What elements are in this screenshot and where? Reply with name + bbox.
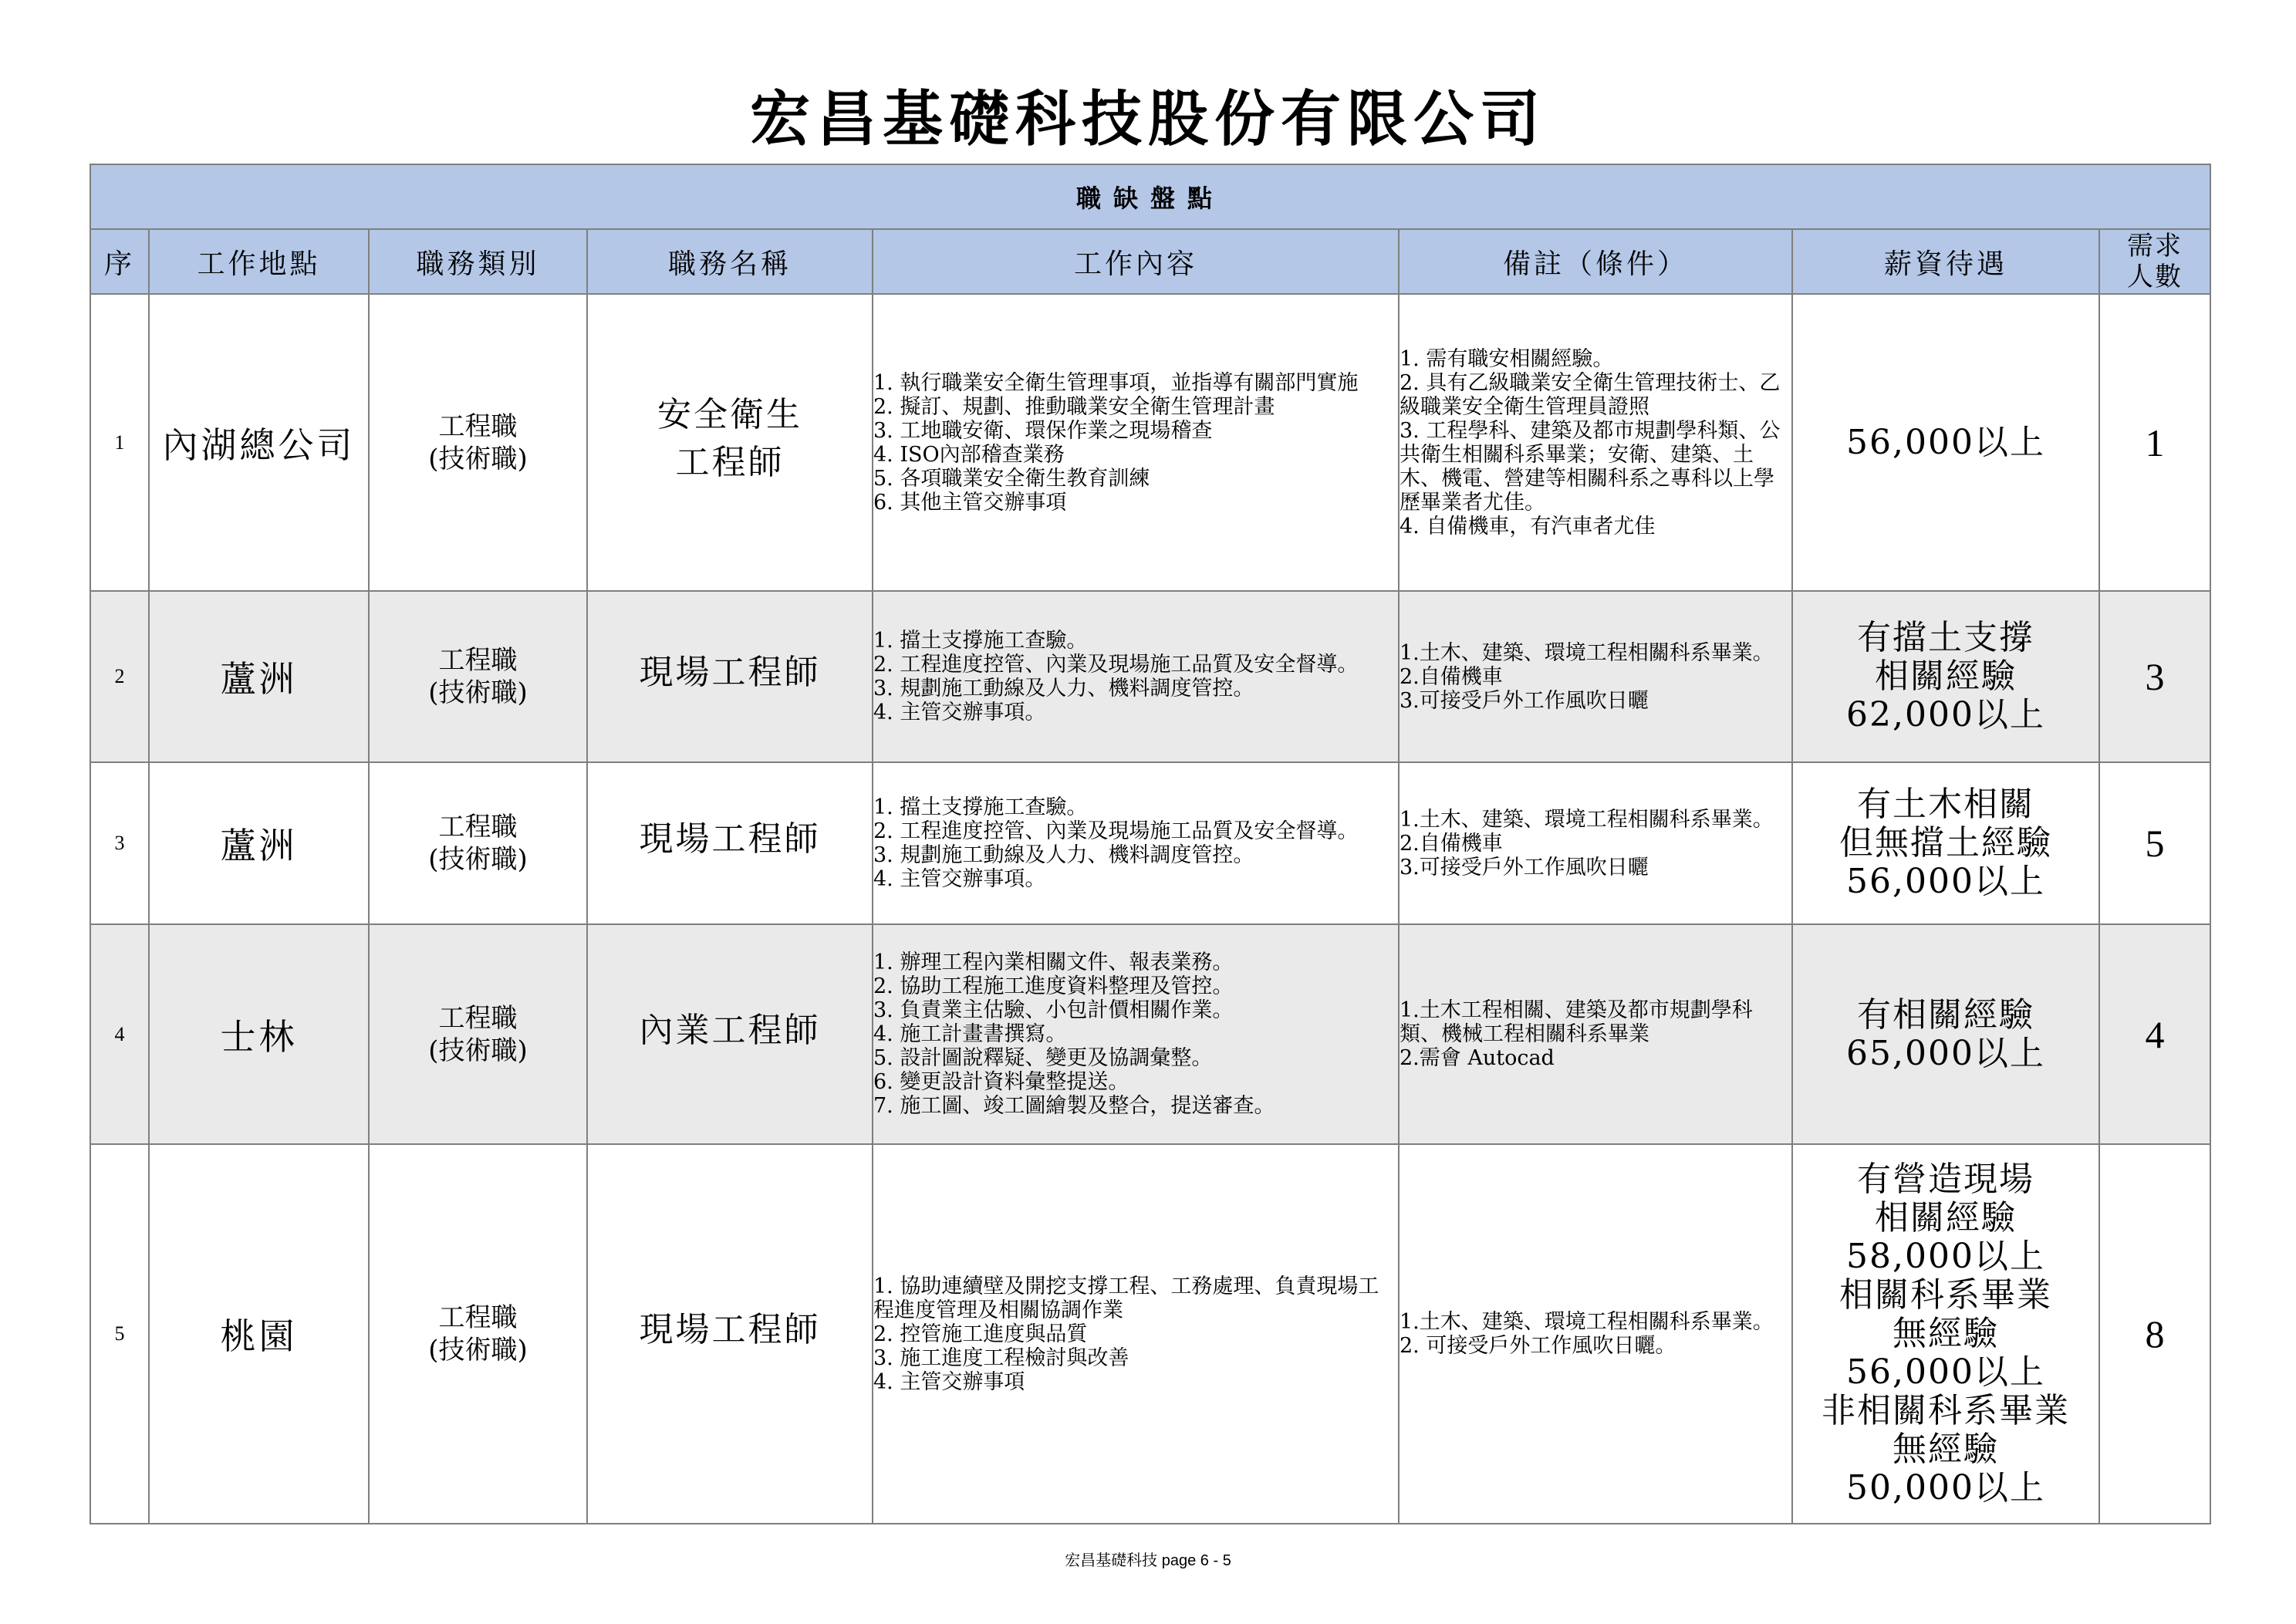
header-position: 職務名稱 (587, 229, 873, 294)
remark-item: 3.可接受戶外工作風吹日曬 (1400, 855, 1649, 880)
salary-line: 相關經驗 (1875, 1198, 2017, 1237)
remark-item: 1.土木、建築、環境工程相關科系畢業。 (1400, 1310, 1774, 1334)
row-duties (873, 762, 1399, 924)
page-title: 宏昌基礎科技股份有限公司 (749, 84, 1546, 154)
duty-item: 2. 協助工程施工進度資料整理及管控。 (873, 974, 1234, 998)
salary-line: 但無擋土經驗 (1839, 823, 2052, 863)
row-remarks (1399, 294, 1792, 591)
duty-item: 2. 工程進度控管、內業及現場施工品質及安全督導。 (873, 819, 1359, 843)
row-remarks (1399, 1144, 1792, 1524)
row-duties (873, 591, 1399, 762)
remark-item: 3.可接受戶外工作風吹日曬 (1400, 688, 1649, 713)
table-row (90, 1144, 2210, 1524)
remark-item: 2.自備機車 (1400, 831, 1503, 856)
salary-line: 有相關經驗 (1857, 994, 2034, 1035)
header-location: 工作地點 (149, 229, 369, 294)
row-remarks (1399, 924, 1792, 1144)
row-position-line1: 安全衛生 (657, 394, 802, 434)
remark-item: 4. 自備機車，有汽車者尤佳 (1400, 514, 1656, 539)
header-headcount-line1: 需求 (2127, 231, 2183, 262)
duty-item: 4. 主管交辦事項 (873, 1369, 1025, 1394)
row-position-line1: 內業工程師 (639, 1010, 821, 1050)
row-headcount: 8 (2099, 1144, 2210, 1524)
row-category (369, 924, 587, 1144)
duty-item: 6. 變更設計資料彙整提送。 (873, 1070, 1129, 1094)
duty-item: 3. 工地職安衛、環保作業之現場稽查 (873, 418, 1213, 443)
row-location: 士林 (149, 924, 369, 1144)
row-position-line1: 現場工程師 (639, 653, 821, 692)
remark-item: 1.土木工程相關、建築及都市規劃學科類、機械工程相關科系畢業 (1400, 998, 1753, 1046)
row-category (369, 294, 587, 591)
header-seq: 序 (90, 229, 149, 294)
duty-item: 5. 設計圖說釋疑、變更及協調彙整。 (873, 1046, 1213, 1070)
duty-item: 6. 其他主管交辦事項 (873, 490, 1067, 515)
table-row (90, 591, 2210, 762)
table-body (90, 294, 2210, 1524)
duty-item: 3. 負責業主估驗、小包計價相關作業。 (873, 998, 1234, 1022)
salary-line: 56,000以上 (1846, 1352, 2045, 1392)
salary-line: 相關科系畢業 (1839, 1275, 2052, 1315)
row-category (369, 591, 587, 762)
row-duties (873, 924, 1399, 1144)
duty-item: 5. 各項職業安全衛生教育訓練 (873, 466, 1150, 491)
duty-item: 4. 主管交辦事項。 (873, 701, 1046, 724)
row-category-line2: (技術職) (428, 844, 528, 875)
duty-item: 4. ISO內部稽查業務 (873, 442, 1065, 467)
table-header-row (90, 229, 2210, 294)
duty-item: 4. 主管交辦事項。 (873, 867, 1046, 891)
row-category-line2: (技術職) (428, 1035, 528, 1066)
page-footer: 宏昌基礎科技 page 6 - 5 (1065, 1552, 1231, 1569)
duty-item: 3. 規劃施工動線及人力、機料調度管控。 (873, 843, 1254, 867)
salary-line: 50,000以上 (1846, 1468, 2045, 1508)
row-category-line1: 工程職 (438, 812, 518, 842)
table-row (90, 924, 2210, 1144)
remark-item: 3. 工程學科、建築及都市規劃學科類、公共衛生相關科系畢業；安衛、建築、土木、機電、營建等相關科系之專科以上學歷畢業者尤佳。 (1400, 418, 1781, 515)
row-salary (1792, 591, 2099, 762)
header-salary: 薪資待遇 (1792, 229, 2099, 294)
salary-line: 58,000以上 (1846, 1237, 2045, 1276)
salary-line: 有擋土支撐 (1857, 618, 2034, 657)
remark-item: 2.需會 Autocad (1400, 1046, 1555, 1070)
row-seq: 5 (90, 1144, 149, 1524)
row-position (587, 294, 873, 591)
salary-line: 相關經驗 (1875, 657, 2017, 696)
row-salary (1792, 294, 2099, 591)
row-headcount: 1 (2099, 294, 2210, 591)
duty-item: 4. 施工計畫書撰寫。 (873, 1022, 1067, 1046)
remark-item: 2.自備機車 (1400, 664, 1503, 689)
duty-item: 1. 擋土支撐施工查驗。 (873, 629, 1088, 653)
row-category-line1: 工程職 (438, 645, 518, 676)
job-vacancy-table (89, 164, 2211, 1524)
row-category (369, 1144, 587, 1524)
header-category: 職務類別 (369, 229, 587, 294)
row-position (587, 924, 873, 1144)
row-position (587, 591, 873, 762)
row-category (369, 762, 587, 924)
row-position-line1: 現場工程師 (639, 1310, 821, 1349)
duty-item: 7. 施工圖、竣工圖繪製及整合，提送審查。 (873, 1094, 1275, 1118)
row-position-line1: 現場工程師 (639, 819, 821, 859)
remark-item: 1.土木、建築、環境工程相關科系畢業。 (1400, 640, 1774, 665)
row-seq: 2 (90, 591, 149, 762)
table-banner-row (90, 164, 2210, 229)
row-headcount: 3 (2099, 591, 2210, 762)
duty-item: 3. 規劃施工動線及人力、機料調度管控。 (873, 677, 1254, 701)
row-category-line1: 工程職 (438, 410, 518, 442)
row-location: 蘆洲 (149, 762, 369, 924)
header-headcount (2099, 229, 2210, 294)
row-duties (873, 1144, 1399, 1524)
salary-line: 65,000以上 (1846, 1033, 2045, 1073)
row-seq: 3 (90, 762, 149, 924)
salary-line: 非相關科系畢業 (1822, 1391, 2070, 1430)
row-location: 桃園 (149, 1144, 369, 1524)
row-salary (1792, 762, 2099, 924)
row-seq: 1 (90, 294, 149, 591)
row-headcount: 4 (2099, 924, 2210, 1144)
duty-item: 1. 執行職業安全衛生管理事項，並指導有關部門實施 (873, 370, 1359, 395)
row-salary (1792, 1144, 2099, 1524)
salary-line: 無經驗 (1893, 1430, 1999, 1469)
header-duties: 工作內容 (873, 229, 1399, 294)
table-banner: 職缺盤點 (90, 164, 2210, 229)
row-position (587, 1144, 873, 1524)
salary-line: 56,000以上 (1846, 862, 2045, 901)
header-headcount-line2: 人數 (2127, 262, 2183, 292)
table-row (90, 762, 2210, 924)
row-position-line2: 工程師 (675, 442, 785, 482)
row-remarks (1399, 591, 1792, 762)
duty-item: 1. 辦理工程內業相關文件、報表業務。 (873, 950, 1234, 974)
table-row (90, 294, 2210, 591)
duty-item: 3. 施工進度工程檢討與改善 (873, 1345, 1129, 1370)
row-category-line2: (技術職) (428, 443, 528, 474)
duty-item: 1. 擋土支撐施工查驗。 (873, 795, 1088, 819)
salary-line: 有營造現場 (1857, 1160, 2034, 1199)
row-location: 蘆洲 (149, 591, 369, 762)
duty-item: 2. 控管施工進度與品質 (873, 1322, 1088, 1346)
row-category-line1: 工程職 (438, 1002, 518, 1034)
remark-item: 1. 需有職安相關經驗。 (1400, 346, 1614, 371)
row-salary (1792, 924, 2099, 1144)
header-remarks: 備註（條件） (1399, 229, 1792, 294)
row-location: 內湖總公司 (149, 294, 369, 591)
row-category-line2: (技術職) (428, 1335, 528, 1366)
row-duties (873, 294, 1399, 591)
duty-item: 2. 工程進度控管、內業及現場施工品質及安全督導。 (873, 653, 1359, 677)
duty-item: 1. 協助連續壁及開挖支撐工程、工務處理、負責現場工程進度管理及相關協調作業 (873, 1274, 1379, 1322)
row-remarks (1399, 762, 1792, 924)
salary-line: 56,000以上 (1846, 422, 2045, 462)
row-seq: 4 (90, 924, 149, 1144)
salary-line: 有土木相關 (1857, 785, 2034, 824)
row-position (587, 762, 873, 924)
remark-item: 1.土木、建築、環境工程相關科系畢業。 (1400, 807, 1774, 832)
row-headcount: 5 (2099, 762, 2210, 924)
salary-line: 62,000以上 (1846, 695, 2045, 734)
salary-line: 無經驗 (1893, 1314, 1999, 1353)
duty-item: 2. 擬訂、規劃、推動職業安全衛生管理計畫 (873, 394, 1275, 419)
remark-item: 2. 可接受戶外工作風吹日曬。 (1400, 1334, 1676, 1358)
remark-item: 2. 具有乙級職業安全衛生管理技術士、乙級職業安全衛生管理員證照 (1400, 370, 1781, 419)
row-category-line2: (技術職) (428, 677, 528, 708)
row-category-line1: 工程職 (438, 1302, 518, 1333)
